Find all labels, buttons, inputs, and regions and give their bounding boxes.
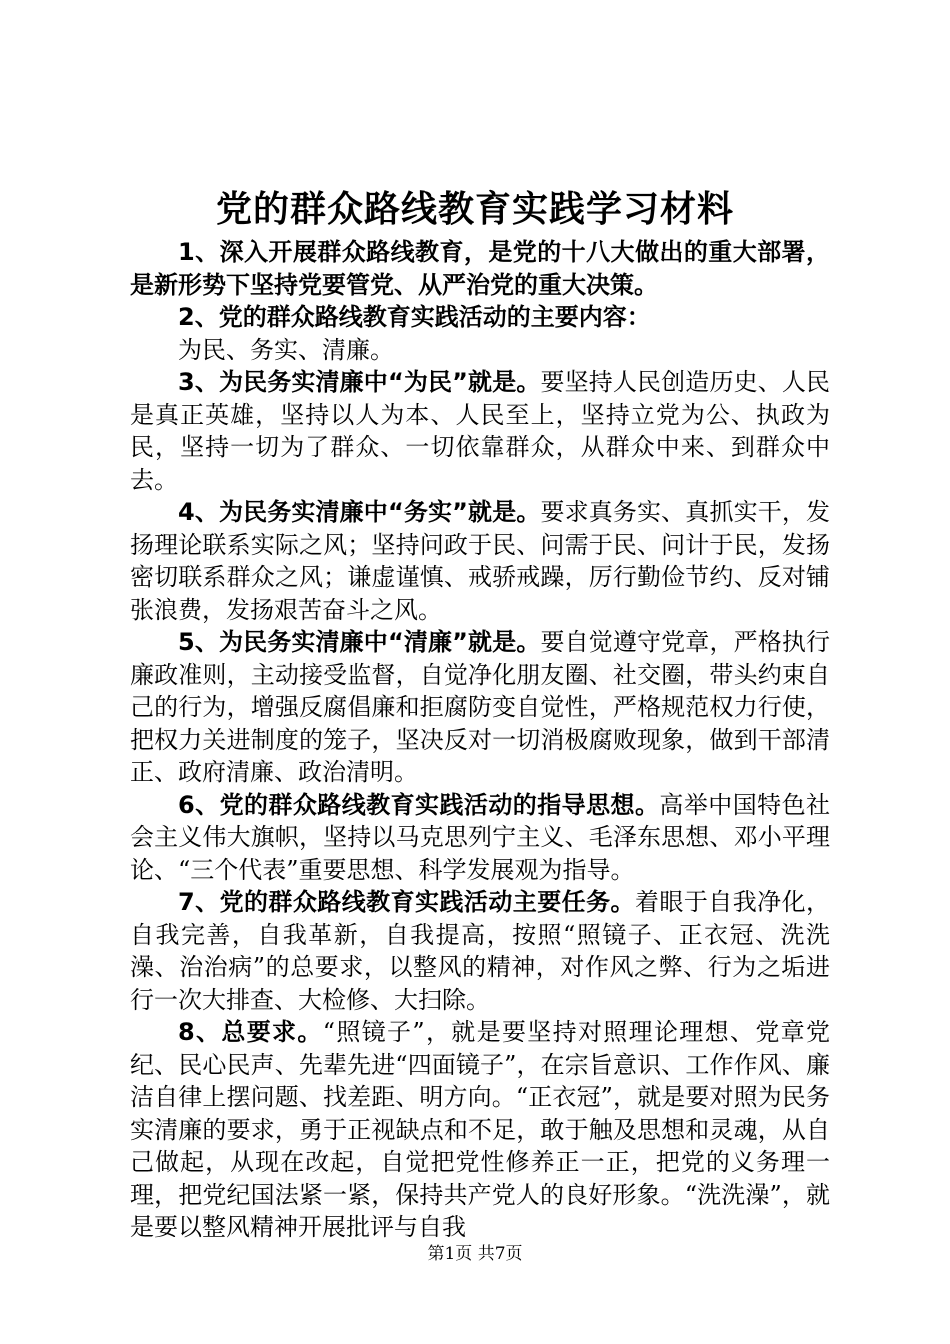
paragraph-5 bbox=[130, 626, 830, 789]
paragraph-heading: 7、党的群众路线教育实践活动主要任务。 bbox=[178, 888, 635, 916]
paragraph-8 bbox=[130, 1016, 830, 1244]
paragraph-text: 要求真务实、真抓实干，发扬理论联系实际之风；坚持问政于民、问需于民、问计于民，发扬密切联系群众之风；谦虚谨慎、戒骄戒躁，厉行勤俭节约、反对铺张浪费，发扬艰苦奋斗之风。 bbox=[130, 498, 830, 624]
paragraph-text: “照镜子”，就是要坚持对照理论理想、党章党纪、民心民声、先辈先进“四面镜子”，在宗旨意识、工作作风、廉洁自律上摆问题、找差距、明方向。“正衣冠”，就是要对照为民务实清廉的要求，勇于正视缺点和不足，敢于触及思想和灵魂，从自己做起，从现在改起，自觉把党性修养正一正，把党的义务理一理，把党纪国法紧一紧，保持共产党人的良好形象。“洗洗澡”，就是要以整风精神开展批评与自我 bbox=[130, 1018, 830, 1241]
paragraph-3 bbox=[130, 366, 830, 496]
paragraph-heading: 3、为民务实清廉中“为民”就是。 bbox=[178, 368, 541, 396]
document-title: 党的群众路线教育实践学习材料 bbox=[215, 189, 734, 230]
paragraph-6 bbox=[130, 789, 830, 887]
paragraph-7 bbox=[130, 886, 830, 1016]
paragraph-text: 着眼于自我净化，自我完善，自我革新，自我提高，按照“照镜子、正衣冠、洗洗澡、治治病”的总要求，以整风的精神，对作风之弊、行为之垢进行一次大排查、大检修、大扫除。 bbox=[130, 888, 831, 1014]
document-body bbox=[130, 236, 830, 1244]
paragraph-text: 高举中国特色社会主义伟大旗帜，坚持以马克思列宁主义、毛泽东思想、邓小平理论、“三个代表”重要思想、科学发展观为指导。 bbox=[130, 790, 830, 884]
paragraph-2 bbox=[130, 301, 830, 334]
paragraph-heading: 6、党的群众路线教育实践活动的指导思想。 bbox=[178, 790, 660, 819]
paragraph-4 bbox=[130, 496, 830, 626]
paragraph-heading: 4、为民务实清廉中“务实”就是。 bbox=[178, 498, 541, 526]
paragraph-heading: 5、为民务实清廉中“清廉”就是。 bbox=[178, 628, 541, 656]
paragraph-1 bbox=[130, 236, 830, 301]
paragraph-text: 要自觉遵守党章，严格执行廉政准则，主动接受监督，自觉净化朋友圈、社交圈，带头约束自己的行为，增强反腐倡廉和拒腐防变自觉性，严格规范权力行使，把权力关进制度的笼子，坚决反对一切消极腐败现象，做到干部清正、政府清廉、政治清明。 bbox=[130, 628, 830, 786]
paragraph-2-sub bbox=[130, 334, 830, 367]
paragraph-heading: 8、总要求。 bbox=[178, 1018, 323, 1046]
page-number: 第1页 共7页 bbox=[427, 1244, 523, 1264]
paragraph-text: 为民、务实、清廉。 bbox=[178, 335, 394, 364]
paragraph-text: 1、深入开展群众路线教育，是党的十八大做出的重大部署，是新形势下坚持党要管党、从严治党的重大决策。 bbox=[130, 238, 830, 299]
paragraph-text: 要坚持人民创造历史、人民是真正英雄，坚持以人为本、人民至上，坚持立党为公、执政为民，坚持一切为了群众、一切依靠群众，从群众中来、到群众中去。 bbox=[130, 368, 830, 494]
paragraph-text: 2、党的群众路线教育实践活动的主要内容： bbox=[178, 303, 651, 331]
